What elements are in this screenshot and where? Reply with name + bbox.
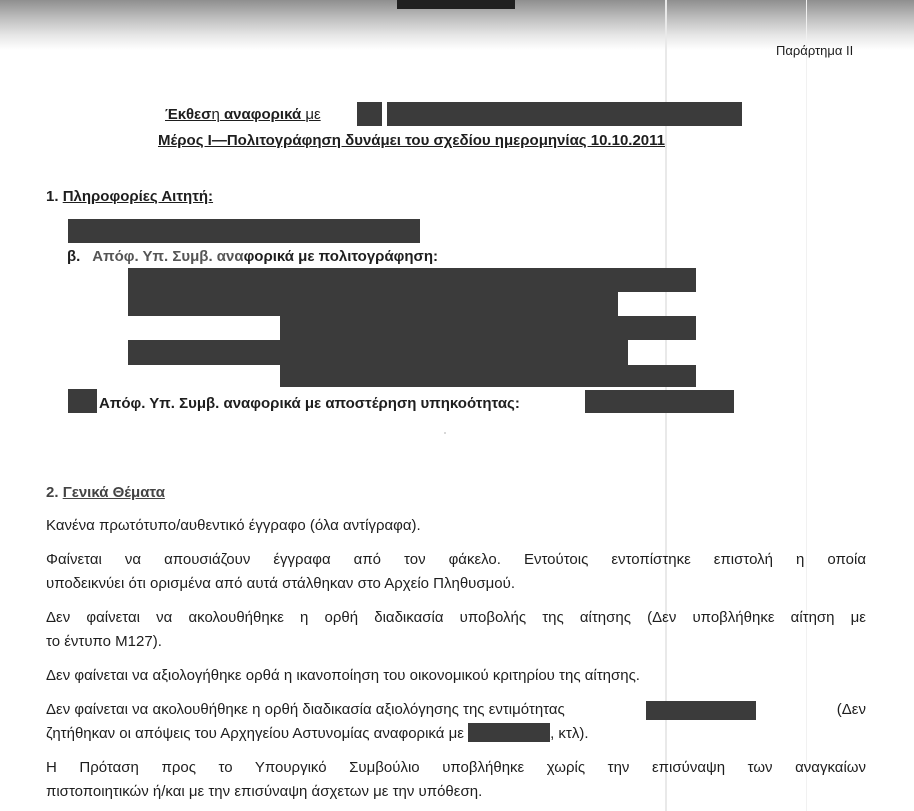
item-b-label-light: Απόφ. Υπ. Συμβ. ανα xyxy=(92,248,244,265)
finding-3-line1: Δεν φαίνεται να ακολουθήθηκε η ορθή διαδικασία υποβολής της αίτησης (Δεν υποβλήθηκε αίτηση με xyxy=(46,609,866,626)
finding-paragraph-2 xyxy=(46,548,866,596)
applicant-info-redaction xyxy=(68,219,420,243)
finding-paragraph-5 xyxy=(46,698,866,746)
finding-6-line1: Η Πρόταση προς το Υπουργικό Συμβούλιο υποβλήθηκε χωρίς την επισύναψη των αναγκαίων xyxy=(46,759,866,776)
decision-redaction-row1 xyxy=(128,268,696,292)
item-c-value-redaction xyxy=(585,390,734,413)
item-b-letter: β. xyxy=(67,248,81,265)
title-redaction-name xyxy=(387,102,742,126)
finding-paragraph-4 xyxy=(46,664,866,688)
decision-redaction-row2 xyxy=(128,292,618,316)
scan-speck xyxy=(444,432,446,434)
section1-number: 1. xyxy=(46,188,59,205)
finding-5-line1-text: Δεν φαίνεται να ακολουθήθηκε η ορθή διαδικασία αξιολόγησης της εντιμότητας xyxy=(46,701,565,718)
section1-title: Πληροφορίες Αιτητή: xyxy=(62,188,214,205)
finding-2-line1: Φαίνεται να απουσιάζουν έγγραφα από τον φάκελο. Εντούτοις εντοπίστηκε επιστολή η οποία xyxy=(46,551,866,568)
finding-paragraph-1 xyxy=(46,514,866,538)
finding-5-line2-text: ζητήθηκαν οι απόψεις του Αρχηγείου Αστυνομίας αναφορικά με xyxy=(46,725,464,742)
item-b-heading xyxy=(67,248,438,265)
title-redaction-small xyxy=(357,102,382,126)
decision-redaction-row4 xyxy=(128,340,628,365)
report-subtitle: Μέρος Ι—Πολιτογράφηση δυνάμει του σχεδίου ημερομηνίας 10.10.2011 xyxy=(158,132,665,149)
report-title xyxy=(165,106,321,123)
finding-2-line2: υποδεικνύει ότι ορισμένα από αυτά στάλθηκαν στο Αρχείο Πληθυσμού. xyxy=(46,575,515,592)
page-fold-line-secondary xyxy=(806,0,807,811)
report-title-part-a: Έκθεσ xyxy=(165,106,212,123)
decision-redaction-row3 xyxy=(280,316,696,340)
finding-6-line2: πιστοποιητικών ή/και με την επισύναψη άσχετων με την υπόθεση. xyxy=(46,783,483,800)
finding-5-redaction-1 xyxy=(646,701,756,720)
finding-5-line2-end: , κτλ). xyxy=(550,725,589,742)
report-title-part-b: η xyxy=(211,106,220,123)
item-c-heading: Απόφ. Υπ. Συμβ. αναφορικά με αποστέρηση υπηκοότητας: xyxy=(99,395,520,412)
finding-paragraph-3 xyxy=(46,606,866,654)
report-title-part-d: με xyxy=(305,106,321,123)
finding-1-text: Κανένα πρωτότυπο/αυθεντικό έγγραφο (όλα αντίγραφα). xyxy=(46,517,421,534)
report-title-part-c: αναφορικά xyxy=(219,106,306,123)
finding-3-line2: το έντυπο Μ127). xyxy=(46,633,162,650)
decision-redaction-row5 xyxy=(280,365,696,387)
finding-5-line1 xyxy=(46,698,866,722)
item-c-letter-redaction xyxy=(68,389,97,413)
finding-4-text: Δεν φαίνεται να αξιολογήθηκε ορθά η ικανοποίηση του οικονομικού κριτηρίου της αίτησης. xyxy=(46,667,640,684)
item-b-label-bold: φορικά με πολιτογράφηση: xyxy=(243,248,438,265)
section1-heading xyxy=(46,188,213,205)
finding-5-redaction-2 xyxy=(468,723,550,742)
scanner-tab xyxy=(397,0,515,9)
finding-paragraph-6 xyxy=(46,756,866,804)
finding-5-line1-end: (Δεν xyxy=(836,701,866,718)
section2-title: Γενικά Θέματα xyxy=(62,484,165,501)
section2-number: 2. xyxy=(46,484,59,501)
annex-label: Παράρτημα ΙΙ xyxy=(776,43,854,58)
section2-heading xyxy=(46,484,165,501)
finding-5-line2 xyxy=(46,722,866,746)
